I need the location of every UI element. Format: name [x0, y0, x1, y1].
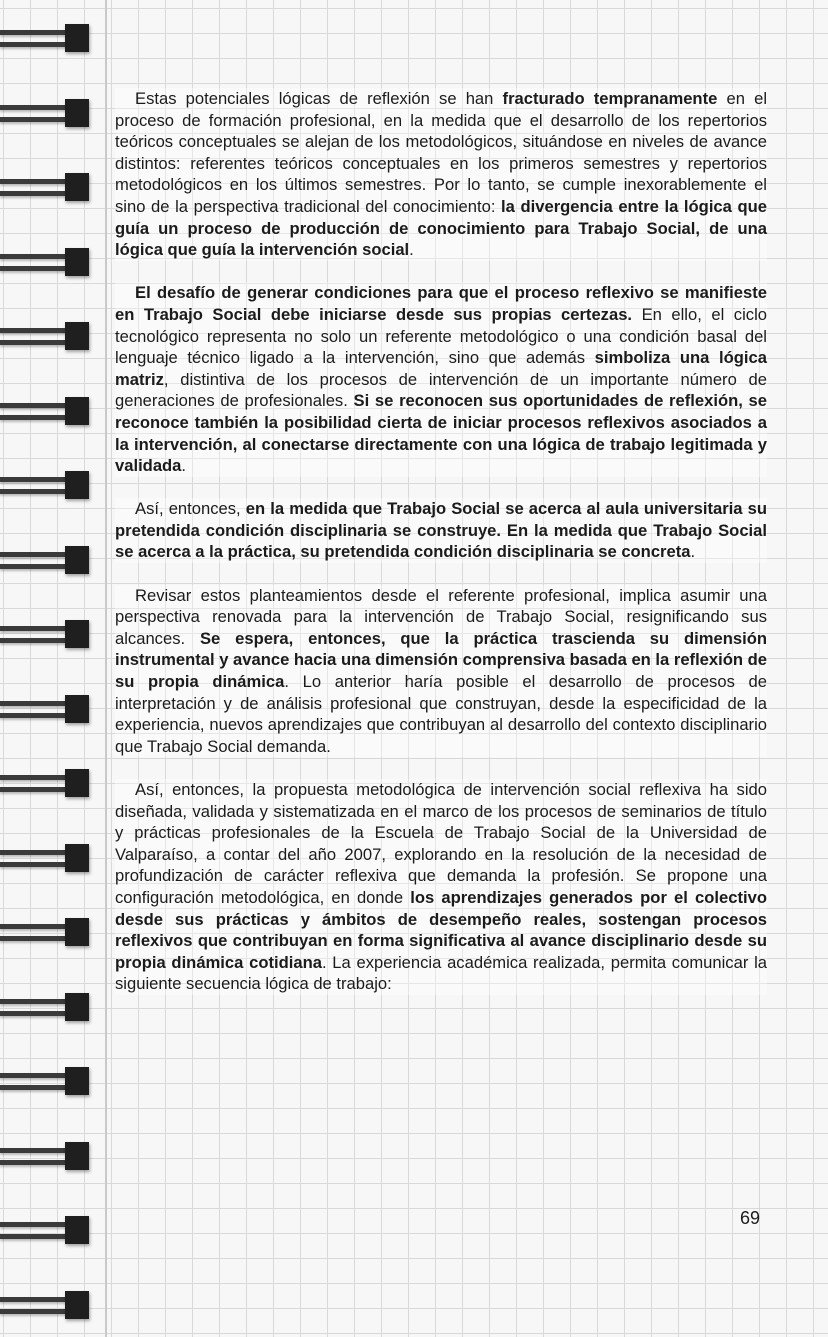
paragraph: [115, 585, 767, 758]
spiral-ring-icon: [0, 695, 90, 725]
text: en el proceso de formación profesional, en la medida que el desarrollo de los repertorios teóricos conceptuales se alejan de los metodológicos, situándose en niveles de avance distintos: referentes teóricos conceptuales en los primeros semestres y repertorios metodológicos en los últimos semestres. Por lo tanto, se cumple inexorablemente el sino de la perspectiva tradicional del conocimiento:: [115, 89, 767, 216]
spiral-ring-icon: [0, 24, 90, 54]
notebook-margin-line: [105, 0, 107, 1337]
spiral-ring-icon: [0, 918, 90, 948]
spiral-ring-icon: [0, 1142, 90, 1172]
bold-text: simboliza una lógica matriz: [115, 348, 767, 389]
paragraph: [115, 779, 767, 995]
text: .: [409, 240, 414, 260]
text: . Lo anterior haría posible el desarrollo de procesos de interpretación y de análisis profesional que construyan, desde la especificidad de la experiencia, nuevos aprendizajes que contribuyan al desarrollo del contexto disciplinario que Trabajo Social demanda.: [115, 672, 767, 756]
spiral-ring-icon: [0, 1291, 90, 1321]
text: En ello, el ciclo tecnológico representa no solo un referente metodológico o una condición basal del lenguaje técnico ligado a la intervención, sino que además: [115, 304, 767, 368]
text: , distintiva de los procesos de intervención de un importante número de generaciones de profesionales.: [115, 369, 767, 411]
text: .: [690, 542, 696, 562]
text: .: [181, 456, 187, 476]
spiral-ring-icon: [0, 173, 90, 203]
bold-text: fracturado tempranamente: [502, 89, 718, 108]
bold-text: Si se reconocen sus oportunidades de reflexión, se reconoce también la posibilidad cierta de iniciar procesos reflexivos asociados a la intervención, al conectarse directamente con una lógica de trabajo legitimada y validada: [115, 391, 767, 476]
spiral-ring-icon: [0, 471, 90, 501]
spiral-ring-icon: [0, 248, 90, 278]
text: Así, entonces,: [135, 499, 246, 519]
bold-text: en la medida que Trabajo Social se acerca al aula universitaria su pretendida condición disciplinaria se construye. En la medida que Trabajo Social se acerca a la práctica, su pretendida condición disciplinaria se concreta: [115, 499, 767, 562]
paragraph: [115, 498, 767, 563]
bold-text: los aprendizajes generados por el colectivo desde sus prácticas y ámbitos de desempeño reales, sostengan procesos reflexivos que contribuyan en forma significativa al avance disciplinario desde su propia dinámica cotidiana: [115, 887, 767, 972]
paragraph: [115, 88, 767, 261]
page-number: 69: [740, 1208, 761, 1228]
spiral-ring-icon: [0, 993, 90, 1023]
spiral-ring-icon: [0, 546, 90, 576]
bold-text: la divergencia entre la lógica que guía un proceso de producción de conocimiento para Trabajo Social, de una lógica que guía la intervención social: [115, 196, 767, 260]
spiral-ring-icon: [0, 1216, 90, 1246]
bold-text: Se espera, entonces, que la práctica trascienda su dimensión instrumental y avance hacia una dimensión comprensiva basada en la reflexión de su propia dinámica: [115, 628, 768, 692]
bold-text: El desafío de generar condiciones para que el proceso reflexivo se manifieste en Trabajo Social debe iniciarse desde sus propias certezas.: [115, 283, 767, 324]
spiral-ring-icon: [0, 322, 90, 352]
text: Revisar estos planteamientos desde el referente profesional, implica asumir una perspectiva renovada para la intervención de Trabajo Social, resignificando sus alcances.: [115, 585, 767, 648]
spiral-ring-icon: [0, 844, 90, 874]
spiral-ring-icon: [0, 1067, 90, 1097]
paragraph: [115, 282, 767, 476]
text: . La experiencia académica realizada, permita comunicar la siguiente secuencia lógica de trabajo:: [115, 952, 767, 994]
spiral-ring-icon: [0, 769, 90, 799]
spiral-ring-icon: [0, 99, 90, 129]
text: Estas potenciales lógicas de reflexión se han: [135, 89, 503, 108]
text: Así, entonces, la propuesta metodológica de intervención social reflexiva ha sido diseñada, validada y sistematizada en el marco de los procesos de seminarios de título y prácticas profesionales de la Escuela de Trabajo Social de la Universidad de Valparaíso, a contar del año 2007, explorando en la resolución de la necesidad de profundización de carácter reflexiva que demanda la profesión. Se propone una configuración metodológica, en donde: [115, 780, 767, 907]
spiral-ring-icon: [0, 620, 90, 650]
spiral-ring-icon: [0, 397, 90, 427]
page-body: [115, 88, 767, 1017]
